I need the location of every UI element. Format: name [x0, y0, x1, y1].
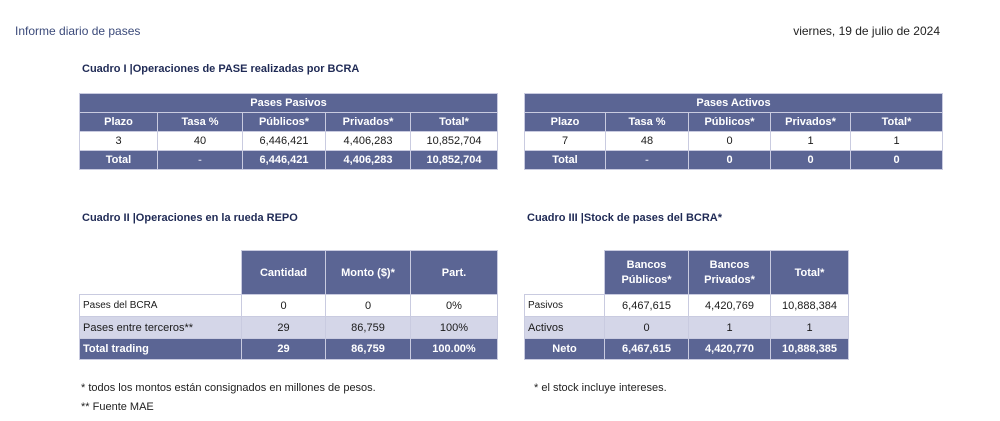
cell-tasa: - [606, 151, 689, 170]
cell-privados: 4,420,769 [689, 295, 771, 317]
cell-publicos: 0 [689, 151, 771, 170]
cell-total: 10,888,384 [771, 295, 849, 317]
cell-privados: 4,406,283 [326, 132, 411, 151]
cell-total-label: Total [525, 151, 606, 170]
cell-privados: 1 [771, 132, 851, 151]
pases-pasivos-table [79, 93, 498, 170]
cell-publicos: 6,446,421 [243, 151, 326, 170]
total-row [525, 151, 943, 170]
col-total: Total* [771, 251, 849, 295]
cell-part: 0% [411, 295, 498, 317]
col-part: Part. [411, 251, 498, 295]
table-row [80, 295, 498, 317]
col-tasa: Tasa % [606, 113, 689, 132]
cell-total: 10,852,704 [411, 132, 498, 151]
stock-table [524, 250, 849, 360]
col-publicos: Públicos* [243, 113, 326, 132]
cell-monto: 86,759 [326, 317, 411, 339]
total-row [80, 151, 498, 170]
col-total: Total* [411, 113, 498, 132]
cell-tasa: 40 [158, 132, 243, 151]
activos-header-row [525, 113, 943, 132]
col-plazo: Plazo [525, 113, 606, 132]
cell-publicos: 0 [605, 317, 689, 339]
row-label: Pasivos [525, 295, 605, 317]
col-monto: Monto ($)* [326, 251, 411, 295]
cell-cantidad: 29 [242, 339, 326, 360]
col-plazo: Plazo [80, 113, 158, 132]
repo-table [79, 250, 498, 360]
total-row [80, 339, 498, 360]
cell-privados: 4,420,770 [689, 339, 771, 360]
cell-cantidad: 0 [242, 295, 326, 317]
cuadro1-title: Cuadro I |Operaciones de PASE realizadas por BCRA [82, 63, 360, 75]
row-label: Total trading [80, 339, 242, 360]
cell-tasa: - [158, 151, 243, 170]
cell-privados: 1 [689, 317, 771, 339]
pasivos-header-row [80, 113, 498, 132]
report-title: Informe diario de pases [15, 24, 141, 38]
stock-header-row [525, 251, 849, 295]
table-row [525, 317, 849, 339]
row-label: Activos [525, 317, 605, 339]
cell-monto: 0 [326, 295, 411, 317]
col-tasa: Tasa % [158, 113, 243, 132]
cell-total: 1 [851, 132, 943, 151]
cell-privados: 0 [771, 151, 851, 170]
cell-publicos: 6,467,615 [605, 295, 689, 317]
col-privados: Privados* [326, 113, 411, 132]
col-bancos-publicos: Bancos Públicos* [605, 251, 689, 295]
cell-tasa: 48 [606, 132, 689, 151]
total-row [525, 339, 849, 360]
cell-part: 100.00% [411, 339, 498, 360]
footnote-montos: * todos los montos están consignados en millones de pesos. [81, 382, 376, 394]
col-privados: Privados* [771, 113, 851, 132]
footnote-stock: * el stock incluye intereses. [534, 382, 667, 394]
report-date: viernes, 19 de julio de 2024 [793, 24, 940, 38]
cell-total: 10,888,385 [771, 339, 849, 360]
table-row [80, 132, 498, 151]
cell-plazo: 7 [525, 132, 606, 151]
row-label: Neto [525, 339, 605, 360]
cell-total: 0 [851, 151, 943, 170]
col-bancos-privados: Bancos Privados* [689, 251, 771, 295]
cell-privados: 4,406,283 [326, 151, 411, 170]
cell-part: 100% [411, 317, 498, 339]
cell-total: 1 [771, 317, 849, 339]
row-label: Pases entre terceros** [80, 317, 242, 339]
cell-total-label: Total [80, 151, 158, 170]
cuadro3-title: Cuadro III |Stock de pases del BCRA* [527, 212, 723, 224]
row-label: Pases del BCRA [80, 295, 242, 317]
cell-publicos: 6,446,421 [243, 132, 326, 151]
col-cantidad: Cantidad [242, 251, 326, 295]
col-publicos: Públicos* [689, 113, 771, 132]
repo-header-row [80, 251, 498, 295]
activos-caption: Pases Activos [525, 94, 943, 113]
pases-activos-table [524, 93, 943, 170]
table-row [525, 295, 849, 317]
cell-publicos: 6,467,615 [605, 339, 689, 360]
cell-cantidad: 29 [242, 317, 326, 339]
cell-publicos: 0 [689, 132, 771, 151]
cell-monto: 86,759 [326, 339, 411, 360]
cell-total: 10,852,704 [411, 151, 498, 170]
table-row [80, 317, 498, 339]
cuadro2-title: Cuadro II |Operaciones en la rueda REPO [82, 212, 298, 224]
table-row [525, 132, 943, 151]
footnote-fuente: ** Fuente MAE [81, 401, 154, 413]
pasivos-caption: Pases Pasivos [80, 94, 498, 113]
col-total: Total* [851, 113, 943, 132]
cell-plazo: 3 [80, 132, 158, 151]
